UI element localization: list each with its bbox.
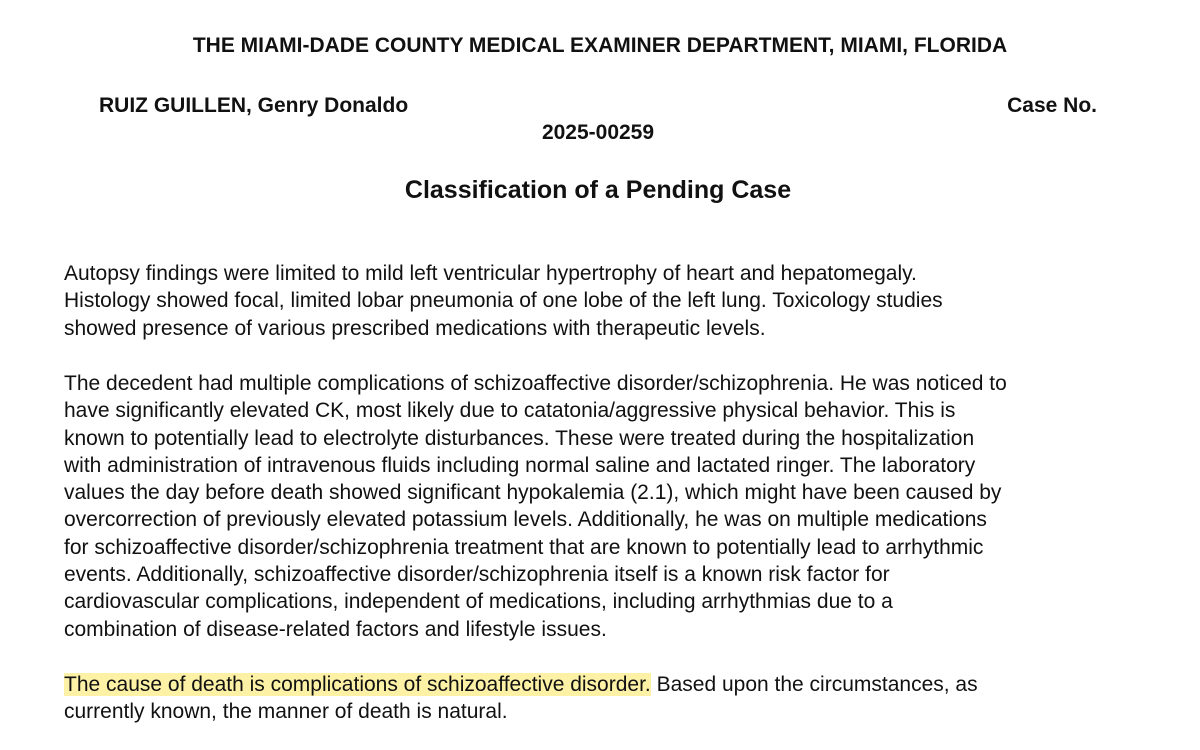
text-line: Histology showed focal, limited lobar pneumonia of one lobe of the left lung. Toxicology studies — [64, 289, 943, 313]
conclusion-continuation: Based upon the circumstances, as — [650, 673, 978, 696]
text-line: events. Additionally, schizoaffective disorder/schizophrenia itself is a known risk factor for — [64, 563, 890, 587]
text-line: cardiovascular complications, independent of medications, including arrhythmias due to a — [64, 590, 893, 614]
text-line: overcorrection of previously elevated potassium levels. Additionally, he was on multiple medications — [64, 508, 987, 532]
findings-paragraph — [64, 260, 1174, 342]
conclusion-paragraph — [64, 671, 1174, 726]
text-line: have significantly elevated CK, most likely due to catatonia/aggressive physical behavior. This is — [64, 399, 956, 423]
case-number-label: Case No. — [1007, 94, 1097, 117]
text-line: showed presence of various prescribed medications with therapeutic levels. — [64, 316, 766, 340]
case-number: 2025-00259 — [541, 121, 655, 144]
manner-of-death-line: currently known, the manner of death is natural. — [64, 700, 508, 724]
text-line: The decedent had multiple complications of schizoaffective disorder/schizophrenia. He was noticed to — [64, 372, 1007, 395]
highlighted-cause-of-death: The cause of death is complications of schizoaffective disorder. — [64, 673, 651, 696]
text-line: Autopsy findings were limited to mild left ventricular hypertrophy of heart and hepatomegaly. — [64, 262, 917, 285]
text-line: for schizoaffective disorder/schizophrenia treatment that are known to potentially lead to arrhythmic — [64, 535, 984, 559]
text-line: with administration of intravenous fluids including normal saline and lactated ringer. The laboratory — [64, 453, 976, 477]
text-line: values the day before death showed significant hypokalemia (2.1), which might have been caused by — [64, 481, 1002, 505]
history-paragraph — [64, 370, 1174, 643]
decedent-name: RUIZ GUILLEN, Genry Donaldo — [99, 94, 409, 117]
document-title: Classification of a Pending Case — [404, 176, 792, 204]
text-line: known to potentially lead to electrolyte disturbances. These were treated during the hospitalization — [64, 426, 975, 450]
text-line: combination of disease-related factors and lifestyle issues. — [64, 617, 607, 641]
text-line — [64, 671, 1174, 698]
agency-heading: THE MIAMI-DADE COUNTY MEDICAL EXAMINER DEPARTMENT, MIAMI, FLORIDA — [192, 34, 1008, 57]
